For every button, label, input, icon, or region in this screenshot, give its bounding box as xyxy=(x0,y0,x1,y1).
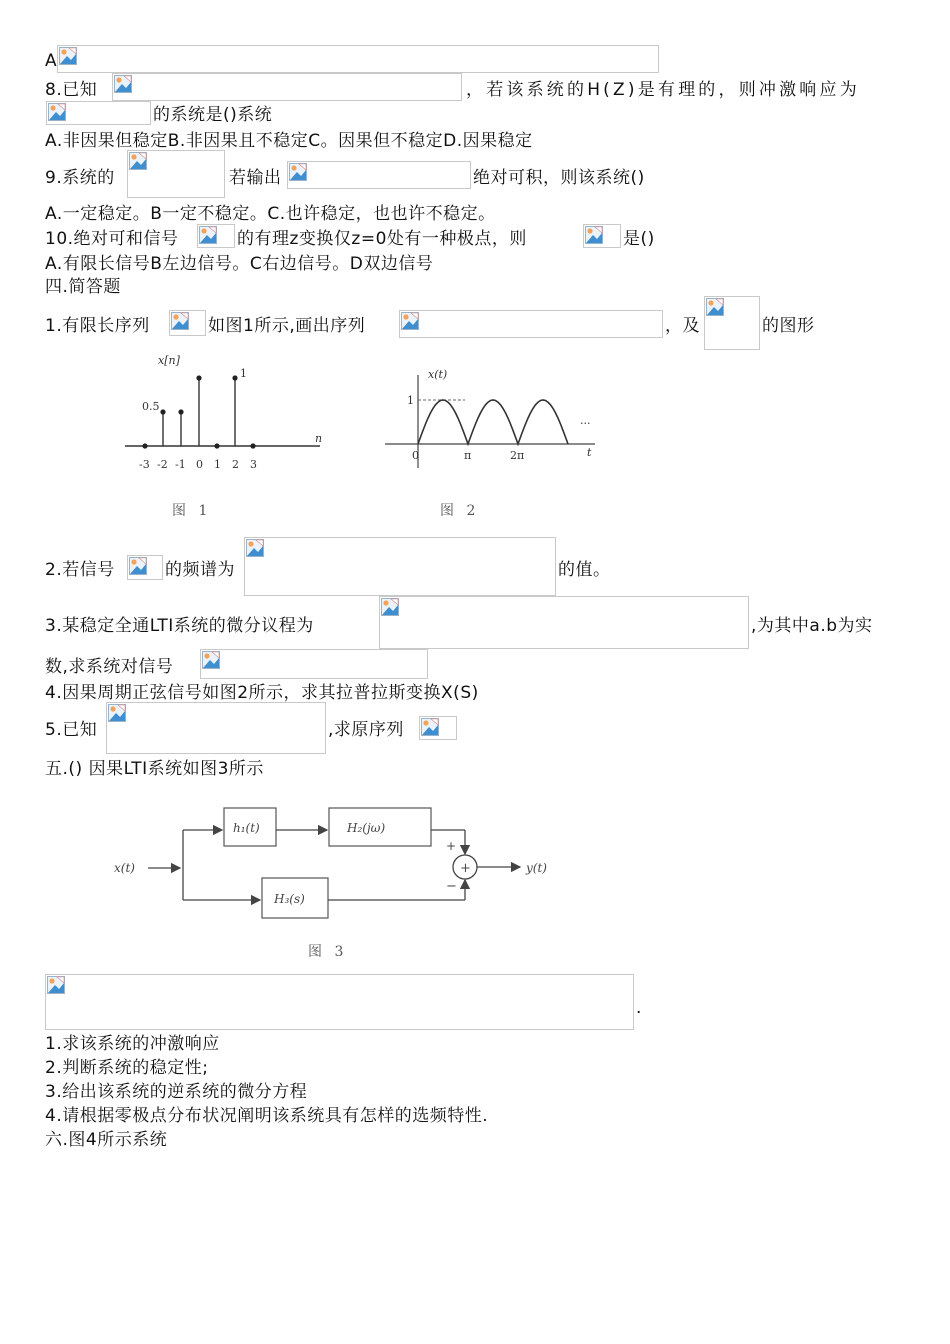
broken-image-icon xyxy=(108,704,126,722)
fig1-point xyxy=(160,409,165,414)
broken-image-icon xyxy=(59,47,77,65)
fig2-ylabel: x(t) xyxy=(428,368,448,381)
broken-image-icon xyxy=(401,312,419,330)
section-6-heading: 六.图4所示系统 xyxy=(45,1130,168,1150)
section-4-heading: 四.简答题 xyxy=(45,277,121,297)
broken-image-icon xyxy=(129,557,147,575)
q8-mid: ，若该系统的H(Z)是有理的，则冲激响应为 xyxy=(466,80,860,100)
fig1-point xyxy=(214,443,219,448)
s3-prefix: 3.某稳定全通LTI系统的微分议程为 xyxy=(45,616,314,636)
formula-image xyxy=(197,224,235,248)
formula-image xyxy=(112,73,462,101)
s5-prefix: 5.已知 xyxy=(45,720,98,740)
broken-image-icon xyxy=(381,598,399,616)
broken-image-icon xyxy=(706,298,724,316)
fig1-tick-label: -3 xyxy=(139,458,150,471)
fig1-tick-label: -2 xyxy=(157,458,168,471)
fig2-caption: 图 2 xyxy=(440,503,480,519)
broken-image-icon xyxy=(202,651,220,669)
s2-tail: 的值。 xyxy=(558,560,611,580)
q10-options: A.有限长信号B左边信号。C右边信号。D双边信号 xyxy=(45,254,434,274)
figure-2 xyxy=(380,350,610,520)
fig1-point xyxy=(178,409,183,414)
formula-image xyxy=(57,45,659,73)
s3-tail: ,为其中a.b为实 xyxy=(751,616,873,636)
s5-mid: ,求原序列 xyxy=(328,720,404,740)
broken-image-icon xyxy=(114,75,132,93)
block-h2-label: H₂(jω) xyxy=(347,821,386,835)
q9-tail: 绝对可积，则该系统() xyxy=(473,168,645,188)
formula-image xyxy=(45,974,634,1030)
q8-options: A.非因果但稳定B.非因果且不稳定C。因果但不稳定D.因果稳定 xyxy=(45,131,533,151)
fig1-point xyxy=(232,375,237,380)
fig2-dots: ... xyxy=(580,414,591,427)
formula-image xyxy=(583,224,621,248)
s2-prefix: 2.若信号 xyxy=(45,560,115,580)
q8-tail: 的系统是()系统 xyxy=(153,105,273,125)
fig1-label-one: 1 xyxy=(240,367,247,380)
broken-image-icon xyxy=(48,103,66,121)
fig1-tick-label: 0 xyxy=(196,458,203,471)
part-2: 2.判断系统的稳定性; xyxy=(45,1058,209,1078)
formula-image xyxy=(704,296,760,350)
s1-prefix: 1.有限长序列 xyxy=(45,316,150,336)
fig3-input: x(t) xyxy=(114,861,135,875)
formula-image xyxy=(106,702,326,754)
broken-image-icon xyxy=(47,976,65,994)
formula-image xyxy=(46,101,151,125)
s4: 4.因果周期正弦信号如图2所示，求其拉普拉斯变换X(S) xyxy=(45,683,479,703)
broken-image-icon xyxy=(246,539,264,557)
s3-line2: 数,求系统对信号 xyxy=(45,657,174,677)
formula-image xyxy=(127,150,225,198)
broken-image-icon xyxy=(199,226,217,244)
q10-prefix: 10.绝对可和信号 xyxy=(45,229,179,249)
figure-1 xyxy=(120,350,330,520)
fig1-point xyxy=(196,375,201,380)
broken-image-icon xyxy=(171,312,189,330)
fig2-origin: 0 xyxy=(412,449,419,462)
s2-mid: 的频谱为 xyxy=(165,560,235,580)
fig1-tick-label: 1 xyxy=(214,458,221,471)
formula-image xyxy=(200,649,428,679)
q9-prefix: 9.系统的 xyxy=(45,168,115,188)
fig1-ylabel: x[n] xyxy=(158,354,180,367)
q10-tail: 是() xyxy=(623,229,655,249)
q9-mid: 若输出 xyxy=(229,168,282,188)
fig1-xlabel: n xyxy=(315,432,323,445)
section-5-heading: 五.() 因果LTI系统如图3所示 xyxy=(45,759,264,779)
broken-image-icon xyxy=(421,718,439,736)
fig3-caption: 图 3 xyxy=(308,944,348,960)
fig1-tick-label: -1 xyxy=(175,458,186,471)
block-h1-label: h₁(t) xyxy=(233,821,260,835)
formula-image xyxy=(169,310,206,336)
s1-mid2: ，及 xyxy=(665,316,700,336)
fig1-tick-label: 3 xyxy=(250,458,257,471)
part-4: 4.请根据零极点分布状况阐明该系统具有怎样的选频特性. xyxy=(45,1106,489,1126)
s1-mid: 如图1所示,画出序列 xyxy=(208,316,366,336)
fig1-tick-label: 2 xyxy=(232,458,239,471)
block-h3-label: H₃(s) xyxy=(274,892,305,906)
formula-image xyxy=(379,596,749,649)
formula-image xyxy=(127,555,163,580)
answer-label: A xyxy=(45,51,58,71)
broken-image-icon xyxy=(129,152,147,170)
fig2-curve xyxy=(418,400,568,444)
fig3-output: y(t) xyxy=(526,861,547,875)
fig2-xlabel: t xyxy=(587,446,592,459)
s1-tail: 的图形 xyxy=(762,316,815,336)
fig1-caption: 图 1 xyxy=(172,503,212,519)
fig1-point xyxy=(142,443,147,448)
trailing-period: . xyxy=(636,998,642,1018)
q9-options: A.一定稳定。B一定不稳定。C.也许稳定，也也许不稳定。 xyxy=(45,204,496,224)
part-1: 1.求该系统的冲激响应 xyxy=(45,1034,220,1054)
part-3: 3.给出该系统的逆系统的微分方程 xyxy=(45,1082,308,1102)
fig2-tick-2pi: 2π xyxy=(510,449,525,462)
q8-prefix: 8.已知 xyxy=(45,80,98,100)
fig3-minus-bottom: − xyxy=(446,879,457,894)
formula-image xyxy=(287,161,471,189)
broken-image-icon xyxy=(289,163,307,181)
formula-image xyxy=(244,537,556,596)
broken-image-icon xyxy=(585,226,603,244)
fig3-plus-top: + xyxy=(446,839,457,853)
formula-image xyxy=(399,310,663,338)
formula-image xyxy=(419,716,457,740)
figure-3 xyxy=(110,790,580,970)
fig1-label-half: 0.5 xyxy=(142,400,160,413)
fig2-one: 1 xyxy=(407,394,414,407)
fig1-point xyxy=(250,443,255,448)
summing-plus: + xyxy=(460,861,471,876)
q10-mid: 的有理z变换仅z=0处有一种极点，则 xyxy=(237,229,527,249)
fig2-tick-pi: π xyxy=(464,449,472,462)
